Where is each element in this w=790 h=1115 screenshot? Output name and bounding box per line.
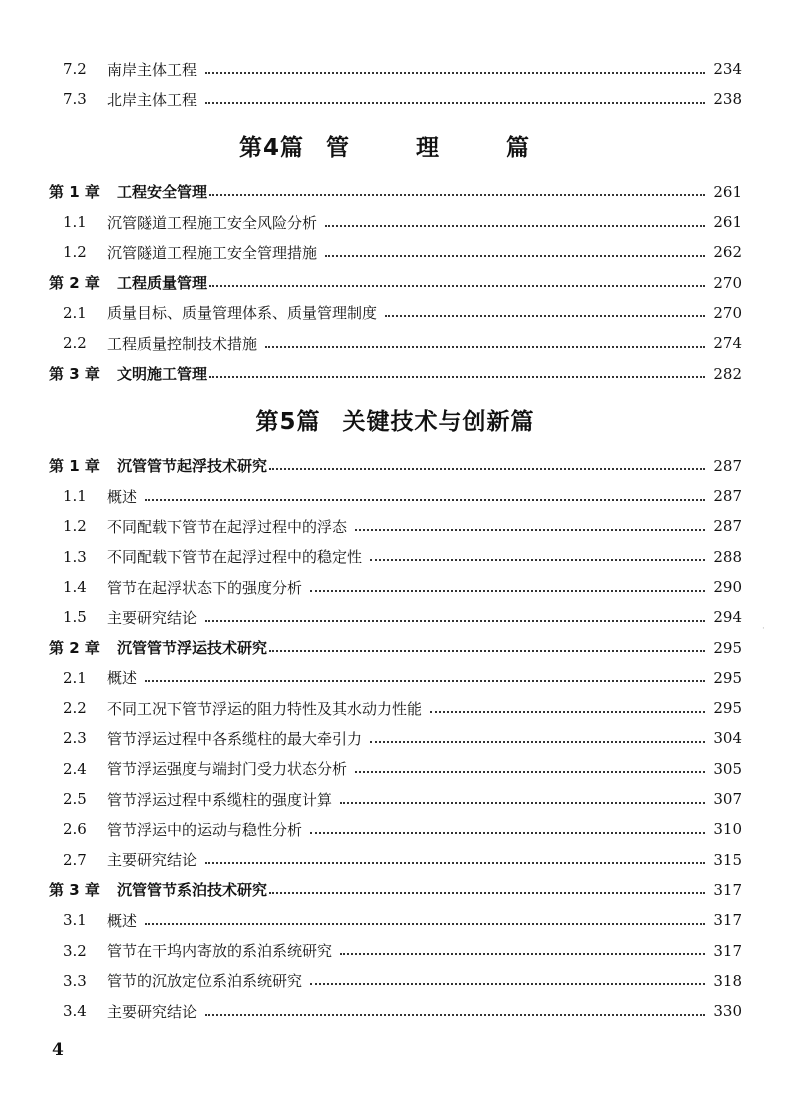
toc-section-row[interactable] (0, 237, 790, 267)
entry-title: 沉管管节起浮技术研究 (117, 457, 268, 476)
entry-number: 3.3 (63, 971, 87, 990)
toc-chapter-row[interactable] (0, 267, 790, 297)
entry-title: 质量目标、质量管理体系、质量管理制度 (107, 304, 378, 323)
scan-mark: · (762, 624, 765, 634)
entry-title: 概述 (107, 669, 138, 688)
entry-title: 工程安全管理 (117, 183, 208, 202)
toc-chapter-row[interactable] (0, 451, 790, 481)
dot-leader (205, 619, 705, 622)
entry-title: 主要研究结论 (107, 1002, 198, 1021)
entry-page-number: 295 (713, 668, 742, 687)
dot-leader (370, 558, 705, 561)
entry-page-number: 270 (713, 303, 742, 322)
entry-page-number: 288 (713, 547, 742, 566)
entry-number: 第 3 章 (49, 881, 100, 900)
toc-section-row[interactable] (0, 935, 790, 965)
entry-number: 1.2 (63, 517, 87, 536)
entry-page-number: 318 (713, 971, 742, 990)
entry-page-number: 261 (713, 182, 742, 201)
entry-number: 1.1 (63, 487, 87, 506)
dot-leader (265, 345, 705, 348)
toc-section-row[interactable] (0, 693, 790, 723)
entry-title: 南岸主体工程 (107, 60, 198, 79)
toc-section-row[interactable] (0, 905, 790, 935)
entry-page-number: 287 (713, 456, 742, 475)
entry-title: 管节浮运过程中系缆柱的强度计算 (107, 790, 333, 809)
entry-number: 2.1 (63, 303, 87, 322)
toc-chapter-row[interactable] (0, 875, 790, 905)
entry-number: 3.2 (63, 941, 87, 960)
entry-page-number: 270 (713, 273, 742, 292)
entry-title: 北岸主体工程 (107, 90, 198, 109)
toc-section-row[interactable] (0, 845, 790, 875)
entry-title: 不同配载下管节在起浮过程中的稳定性 (107, 548, 363, 567)
dot-leader (430, 710, 705, 713)
toc-section-row[interactable] (0, 572, 790, 602)
toc-section-row[interactable] (0, 481, 790, 511)
entry-number: 2.1 (63, 668, 87, 687)
dot-leader (145, 922, 705, 925)
toc-section-row[interactable] (0, 602, 790, 632)
entry-number: 第 3 章 (49, 365, 100, 384)
dot-leader (325, 224, 705, 227)
entry-title: 工程质量控制技术措施 (107, 334, 258, 353)
entry-number: 2.2 (63, 334, 87, 353)
toc-section-row[interactable] (0, 966, 790, 996)
entry-number: 7.2 (63, 60, 87, 79)
entry-page-number: 234 (713, 60, 742, 79)
dot-leader (209, 284, 705, 287)
toc-section-row[interactable] (0, 84, 790, 114)
entry-title: 主要研究结论 (107, 851, 198, 870)
dot-leader (310, 589, 705, 592)
entry-page-number: 262 (713, 243, 742, 262)
dot-leader (310, 831, 705, 834)
entry-number: 1.3 (63, 547, 87, 566)
dot-leader (269, 891, 705, 894)
entry-number: 第 2 章 (49, 274, 100, 293)
entry-number: 1.1 (63, 213, 87, 232)
entry-page-number: 282 (713, 364, 742, 383)
entry-page-number: 287 (713, 517, 742, 536)
toc-section-row[interactable] (0, 207, 790, 237)
toc-chapter-row[interactable] (0, 358, 790, 388)
entry-page-number: 310 (713, 820, 742, 839)
dot-leader (310, 982, 705, 985)
entry-title: 概述 (107, 487, 138, 506)
entry-number: 2.5 (63, 790, 87, 809)
part-title (0, 115, 790, 177)
dot-leader (269, 649, 705, 652)
toc-section-row[interactable] (0, 814, 790, 844)
dot-leader (205, 101, 705, 104)
toc-section-row[interactable] (0, 542, 790, 572)
entry-page-number: 294 (713, 608, 742, 627)
entry-title: 管节在起浮状态下的强度分析 (107, 578, 303, 597)
toc-section-row[interactable] (0, 723, 790, 753)
entry-number: 1.2 (63, 243, 87, 262)
entry-number: 2.2 (63, 699, 87, 718)
entry-number: 2.7 (63, 850, 87, 869)
entry-page-number: 295 (713, 699, 742, 718)
entry-title: 工程质量管理 (117, 274, 208, 293)
entry-number: 7.3 (63, 90, 87, 109)
dot-leader (269, 467, 705, 470)
part-name: 管 理 篇 (326, 135, 551, 162)
entry-page-number: 261 (713, 213, 742, 232)
entry-title: 管节在干坞内寄放的系泊系统研究 (107, 942, 333, 961)
entry-page-number: 274 (713, 334, 742, 353)
dot-leader (340, 801, 705, 804)
toc-section-row[interactable] (0, 784, 790, 814)
entry-title: 沉管管节浮运技术研究 (117, 639, 268, 658)
entry-title: 管节浮运强度与端封门受力状态分析 (107, 760, 348, 779)
toc-section-row[interactable] (0, 996, 790, 1026)
dot-leader (385, 314, 705, 317)
entry-number: 3.4 (63, 1002, 87, 1021)
entry-number: 2.4 (63, 759, 87, 778)
dot-leader (209, 193, 705, 196)
dot-leader (145, 498, 705, 501)
entry-number: 2.6 (63, 820, 87, 839)
toc-section-row[interactable] (0, 511, 790, 541)
dot-leader (205, 71, 705, 74)
entry-title: 沉管管节系泊技术研究 (117, 881, 268, 900)
toc-chapter-row[interactable] (0, 632, 790, 662)
entry-title: 管节浮运过程中各系缆柱的最大牵引力 (107, 729, 363, 748)
part-label: 第4篇 (238, 135, 304, 162)
entry-title: 不同配载下管节在起浮过程中的浮态 (107, 517, 348, 536)
part-name: 关键技术与创新篇 (342, 409, 535, 436)
dot-leader (355, 528, 705, 531)
part-label: 第5篇 (255, 409, 321, 436)
entry-page-number: 307 (713, 790, 742, 809)
entry-title: 管节浮运中的运动与稳性分析 (107, 820, 303, 839)
entry-page-number: 305 (713, 759, 742, 778)
dot-leader (209, 375, 705, 378)
toc-chapter-row[interactable] (0, 177, 790, 207)
entry-title: 主要研究结论 (107, 608, 198, 627)
dot-leader (205, 861, 705, 864)
entry-title: 文明施工管理 (117, 365, 208, 384)
toc-section-row[interactable] (0, 754, 790, 784)
dot-leader (340, 952, 705, 955)
entry-number: 第 2 章 (49, 639, 100, 658)
entry-page-number: 330 (713, 1002, 742, 1021)
toc-section-row[interactable] (0, 54, 790, 84)
entry-page-number: 304 (713, 729, 742, 748)
entry-page-number: 290 (713, 578, 742, 596)
entry-number: 1.4 (63, 578, 87, 596)
dot-leader (145, 679, 705, 682)
part-title (0, 389, 790, 451)
entry-number: 2.3 (63, 729, 87, 748)
toc-section-row[interactable] (0, 328, 790, 358)
dot-leader (355, 770, 705, 773)
entry-number: 第 1 章 (49, 457, 100, 476)
dot-leader (205, 1013, 705, 1016)
entry-number: 1.5 (63, 608, 87, 627)
entry-number: 3.1 (63, 911, 87, 930)
entry-title: 概述 (107, 911, 138, 930)
entry-page-number: 238 (713, 90, 742, 109)
entry-page-number: 317 (713, 911, 742, 930)
entry-page-number: 315 (713, 850, 742, 869)
entry-number: 第 1 章 (49, 183, 100, 202)
entry-title: 不同工况下管节浮运的阻力特性及其水动力性能 (107, 699, 423, 718)
entry-page-number: 287 (713, 487, 742, 506)
table-of-contents (0, 54, 790, 1026)
entry-page-number: 317 (713, 880, 742, 899)
entry-title: 沉管隧道工程施工安全风险分析 (107, 213, 318, 232)
page-number: 4 (52, 1040, 64, 1060)
entry-page-number: 295 (713, 638, 742, 657)
dot-leader (370, 740, 705, 743)
entry-title: 管节的沉放定位系泊系统研究 (107, 972, 303, 991)
toc-section-row[interactable] (0, 663, 790, 693)
entry-page-number: 317 (713, 941, 742, 960)
dot-leader (325, 254, 705, 257)
entry-title: 沉管隧道工程施工安全管理措施 (107, 243, 318, 262)
toc-section-row[interactable] (0, 298, 790, 328)
